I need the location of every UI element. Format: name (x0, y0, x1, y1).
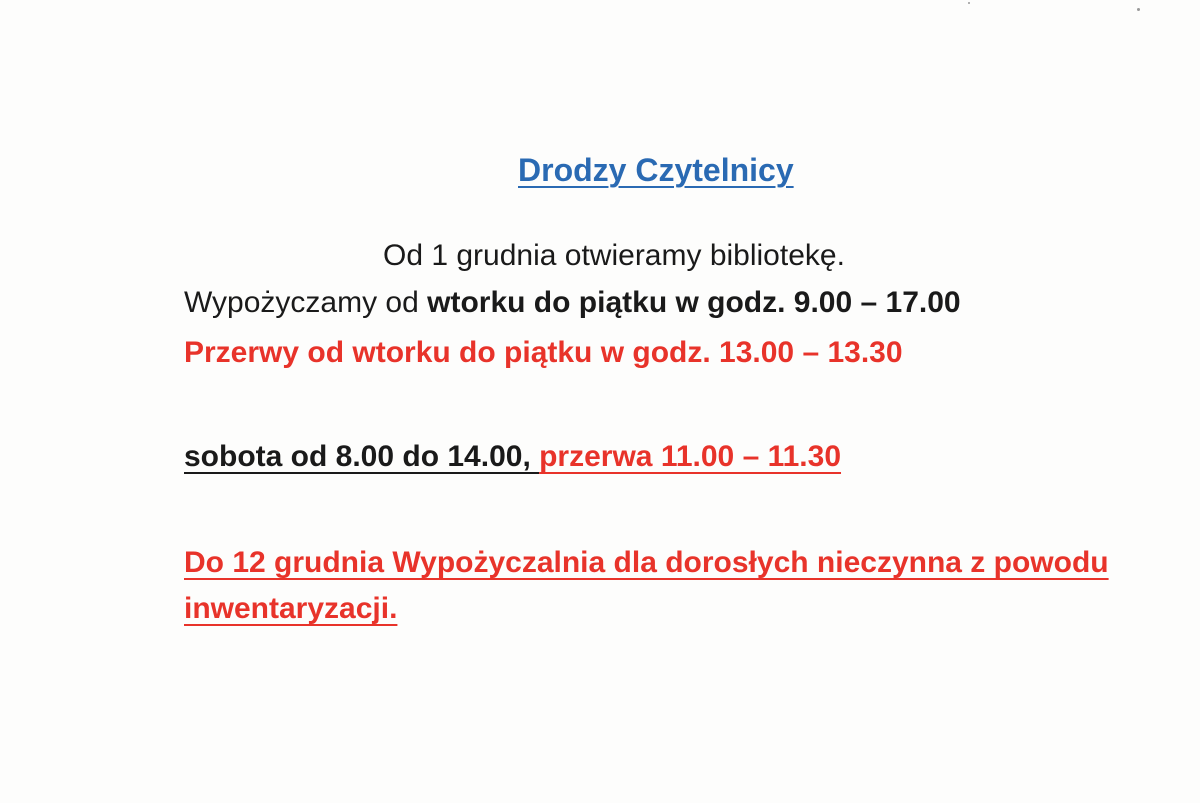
lending-prefix: Wypożyczamy od (184, 286, 428, 319)
weekday-breaks-line: Przerwy od wtorku do piątku w godz. 13.00 – 13.30 (184, 336, 903, 369)
saturday-hours: sobota od 8.00 do 14.00, (184, 440, 540, 473)
lending-hours-line (184, 284, 961, 322)
saturday-break: przerwa 11.00 – 11.30 (539, 440, 842, 473)
closure-notice: Do 12 grudnia Wypożyczalnia dla dorosłych nieczynna z powodu inwentaryzacji. (184, 546, 1109, 625)
opening-line: Od 1 grudnia otwieramy bibliotekę. (383, 239, 845, 272)
saturday-line (184, 438, 841, 476)
lending-days-hours: wtorku do piątku w godz. 9.00 – 17.00 (427, 286, 961, 319)
notice-title: Drodzy Czytelnicy (518, 152, 794, 188)
scan-speck (1137, 8, 1140, 11)
scan-speck (968, 2, 970, 4)
